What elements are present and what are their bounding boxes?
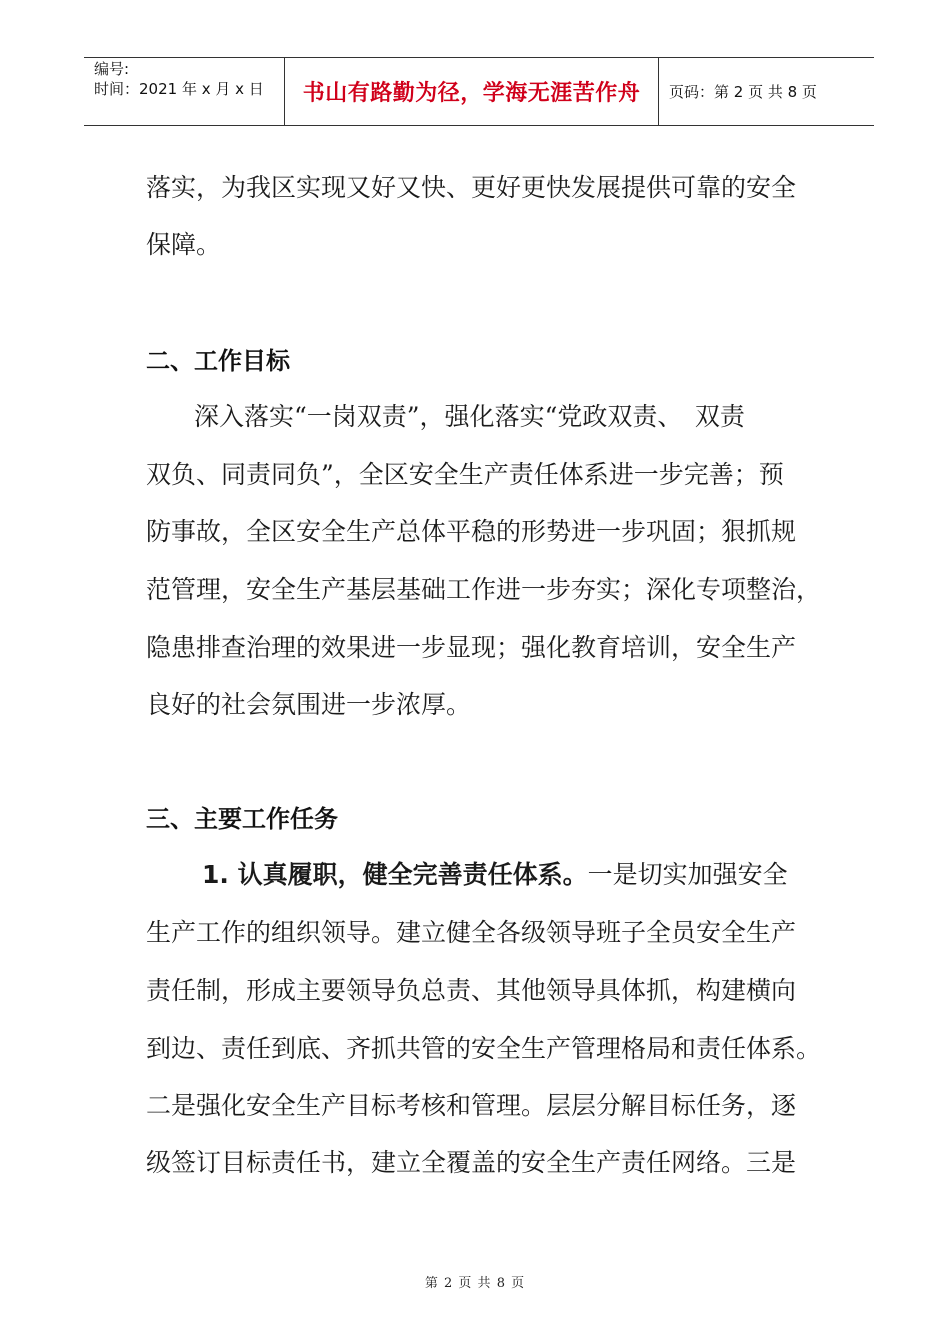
paragraph-line: 深入落实“一岗双责”，强化落实“党政双责、 双责 <box>194 402 745 431</box>
page-header <box>84 57 874 126</box>
paragraph-line: 良好的社会氛围进一步浓厚。 <box>146 690 472 719</box>
paragraph-line: 级签订目标责任书，建立全覆盖的安全生产责任网络。三是 <box>146 1148 797 1177</box>
paragraph-line: 保障。 <box>146 230 222 259</box>
task-1-first-line <box>202 860 788 890</box>
paragraph-line: 防事故，全区安全生产总体平稳的形势进一步巩固；狠抓规 <box>146 517 797 546</box>
section-heading-tasks: 三、主要工作任务 <box>146 805 338 833</box>
paragraph-line: 生产工作的组织领导。建立健全各级领导班子全员安全生产 <box>146 918 797 947</box>
task-1-title: 认真履职，健全完善责任体系。 <box>228 860 588 889</box>
paragraph-line: 到边、责任到底、齐抓共管的安全生产管理格局和责任体系。 <box>146 1034 822 1063</box>
task-1-number: 1. <box>202 860 229 889</box>
paragraph-line: 范管理，安全生产基层基础工作进一步夯实；深化专项整治， <box>146 575 822 604</box>
header-motto: 书山有路勤为径，学海无涯苦作舟 <box>285 58 659 125</box>
task-1-text: 一是切实加强安全 <box>587 860 788 889</box>
paragraph-line: 二是强化安全生产目标考核和管理。层层分解目标任务，逐 <box>146 1091 797 1120</box>
header-page-info: 页码：第 2 页 共 8 页 <box>669 83 817 101</box>
header-meta <box>84 58 285 125</box>
paragraph-line: 隐患排查治理的效果进一步显现；强化教育培训，安全生产 <box>146 633 797 662</box>
paragraph-line: 责任制，形成主要领导负总责、其他领导具体抓，构建横向 <box>146 976 797 1005</box>
document-number-label: 编号: <box>94 60 130 78</box>
document-date: 时间：2021 年 x 月 x 日 <box>94 80 264 98</box>
page-footer: 第 2 页 共 8 页 <box>424 1276 526 1291</box>
paragraph-line: 落实，为我区实现又好又快、更好更快发展提供可靠的安全 <box>146 173 797 202</box>
section-heading-goals: 二、工作目标 <box>146 347 290 375</box>
paragraph-line: 双负、同责同负”，全区安全生产责任体系进一步完善；预 <box>146 460 784 489</box>
